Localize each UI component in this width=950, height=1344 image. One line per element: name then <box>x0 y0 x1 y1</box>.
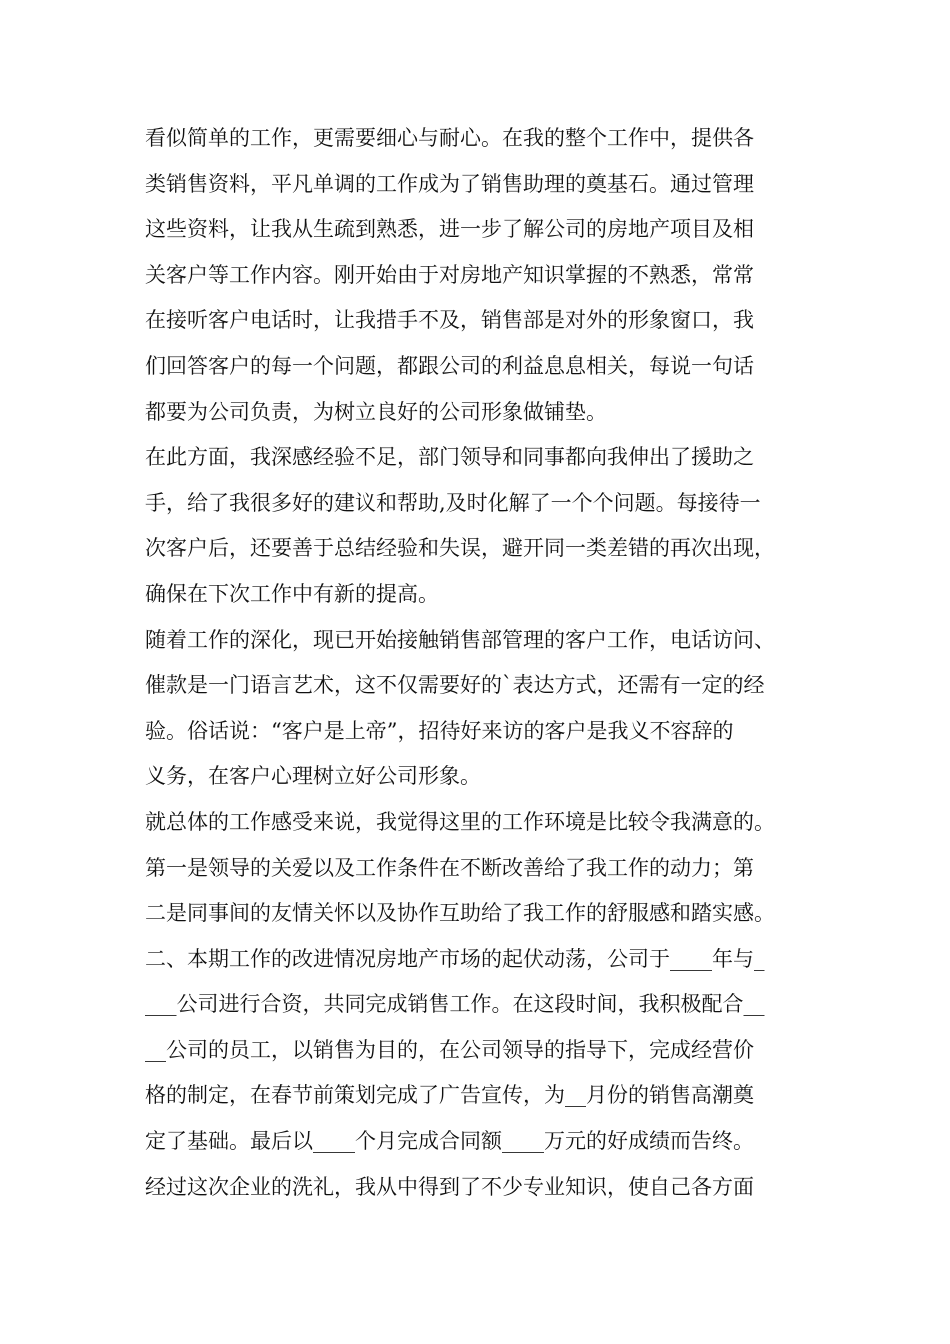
text-line: 随着工作的深化，现已开始接触销售部管理的客户工作，电话访问、 <box>145 627 775 652</box>
text-line: 格的制定，在春节前策划完成了广告宣传，为__月份的销售高潮奠 <box>145 1083 754 1108</box>
text-line: 定了基础。最后以____个月完成合同额____万元的好成绩而告终。 <box>145 1129 754 1154</box>
text-line: 义务，在客户心理树立好公司形象。 <box>145 764 481 789</box>
text-line: 第一是领导的关爱以及工作条件在不断改善给了我工作的动力；第 <box>145 855 754 880</box>
text-line: 手，给了我很多好的建议和帮助,及时化解了一个个问题。每接待一 <box>145 490 761 515</box>
document-body <box>145 116 825 1210</box>
text-line: 在接听客户电话时，让我措手不及，销售部是对外的形象窗口，我 <box>145 308 754 333</box>
text-line: 类销售资料，平凡单调的工作成为了销售助理的奠基石。通过管理 <box>145 171 754 196</box>
text-line: ___公司进行合资，共同完成销售工作。在这段时间，我积极配合__ <box>145 992 765 1017</box>
text-line: 二、本期工作的改进情况房地产市场的起伏动荡，公司于____年与_ <box>145 946 765 971</box>
text-line: 催款是一门语言艺术，这不仅需要好的`表达方式，还需有一定的经 <box>145 673 765 698</box>
text-line: 次客户后，还要善于总结经验和失误，避开同一类差错的再次出现， <box>145 536 775 561</box>
text-line: 经过这次企业的洗礼，我从中得到了不少专业知识，使自己各方面 <box>145 1174 754 1199</box>
text-line: 看似简单的工作，更需要细心与耐心。在我的整个工作中，提供各 <box>145 126 754 150</box>
text-line: __公司的员工，以销售为目的，在公司领导的指导下，完成经营价 <box>145 1037 754 1062</box>
text-line: 都要为公司负责，为树立良好的公司形象做铺垫。 <box>145 399 607 424</box>
text-line: 在此方面，我深感经验不足，部门领导和同事都向我伸出了援助之 <box>145 445 754 470</box>
text-line: 关客户等工作内容。刚开始由于对房地产知识掌握的不熟悉，常常 <box>145 262 754 287</box>
text-line: 二是同事间的友情关怀以及协作互助给了我工作的舒服感和踏实感。 <box>145 901 775 926</box>
text-line: 确保在下次工作中有新的提高。 <box>145 581 439 606</box>
text-line: 这些资料，让我从生疏到熟悉，进一步了解公司的房地产项目及相 <box>145 217 754 242</box>
text-line: 验。俗话说：“客户是上帝”，招待好来访的客户是我义不容辞的 <box>145 718 734 743</box>
text-line: 就总体的工作感受来说，我觉得这里的工作环境是比较令我满意的。 <box>145 809 775 834</box>
text-line: 们回答客户的每一个问题，都跟公司的利益息息相关，每说一句话 <box>145 353 754 378</box>
